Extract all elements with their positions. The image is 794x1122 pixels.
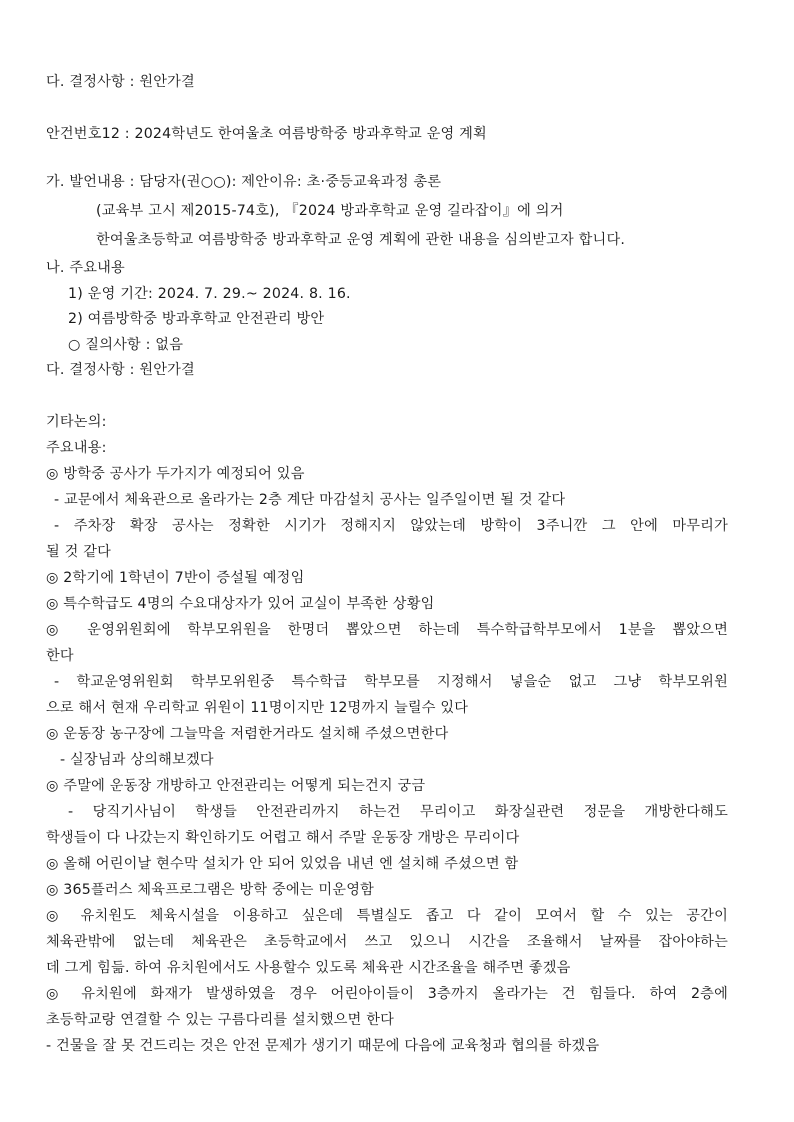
main-content-heading: 나. 주요내용: [46, 260, 125, 276]
discussion-line-9: - 학교운영위원회 학부모위원중 특수학급 학부모를 지정해서 넣을순 없고 그냥 학부모위원: [54, 674, 728, 690]
discussion-line-5: ◎ 2학기에 1학년이 7반이 증설될 예정임: [46, 570, 305, 586]
question-line: ○ 질의사항 : 없음: [68, 337, 184, 353]
discussion-line-15: 학생들이 다 나갔는지 확인하기도 어렵고 해서 주말 운동장 개방은 무리이다: [46, 830, 520, 846]
discussion-line-7: ◎ 운영위원회에 학부모위원을 한명더 뽑았으면 하는데 특수학급학부모에서 1분을 뽑았으면: [46, 622, 728, 638]
discussion-line-10: 으로 해서 현재 우리학교 위원이 11명이지만 12명까지 늘릴수 있다: [46, 700, 469, 716]
agenda-title: 안건번호12 : 2024학년도 한여울초 여름방학중 방과후학교 운영 계획: [46, 126, 487, 142]
decision-line-1: 다. 결정사항 : 원안가결: [46, 74, 195, 90]
discussion-line-3: - 주차장 확장 공사는 정확한 시기가 정해지지 않았는데 방학이 3주니깐 그 안에 마무리가: [54, 518, 728, 534]
discussion-line-2: - 교문에서 체육관으로 올라가는 2층 계단 마감설치 공사는 일주일이면 될 것 같다: [54, 492, 566, 508]
discussion-line-17: ◎ 365플러스 체육프로그램은 방학 중에는 미운영함: [46, 882, 375, 898]
discussion-line-19: 체육관밖에 없는데 체육관은 초등학교에서 쓰고 있으니 시간을 조율해서 날짜를 잡아야하는: [46, 934, 728, 950]
decision-line-2: 다. 결정사항 : 원안가결: [46, 362, 195, 378]
statement-line-1: 가. 발언내용 : 담당자(권○○): 제안이유: 초·중등교육과정 총론: [46, 174, 442, 190]
discussion-line-11: ◎ 운동장 농구장에 그늘막을 저렴한거라도 설치해 주셨으면한다: [46, 726, 449, 742]
discussion-line-8: 한다: [46, 648, 74, 664]
discussion-line-16: ◎ 올해 어린이날 현수막 설치가 안 되어 있었음 내년 엔 설치해 주셨으면 함: [46, 856, 519, 872]
discussion-line-6: ◎ 특수학급도 4명의 수요대상자가 있어 교실이 부족한 상황임: [46, 596, 435, 612]
content-item-2: 2) 여름방학중 방과후학교 안전관리 방안: [68, 311, 325, 327]
statement-line-2: (교육부 고시 제2015-74호), 『2024 방과후학교 운영 길라잡이』에 의거: [96, 203, 564, 219]
discussion-line-21: ◎ 유치원에 화재가 발생하였을 경우 어린아이들이 3층까지 올라가는 건 힘들다. 하여 2층에: [46, 986, 728, 1002]
discussion-line-1: ◎ 방학중 공사가 두가지가 예정되어 있음: [46, 466, 305, 482]
discussion-line-20: 데 그게 힘듦. 하여 유치원에서도 사용할수 있도록 체육관 시간조율을 해주면 좋겠음: [46, 960, 571, 976]
discussion-line-22: 초등학교랑 연결할 수 있는 구름다리를 설치했으면 한다: [46, 1012, 395, 1028]
discussion-line-18: ◎ 유치원도 체육시설을 이용하고 싶은데 특별실도 좁고 다 같이 모여서 할 수 있는 공간이: [46, 908, 728, 924]
statement-line-3: 한여울초등학교 여름방학중 방과후학교 운영 계획에 관한 내용을 심의받고자 합니다.: [96, 232, 626, 248]
other-discussion-heading: 기타논의:: [46, 414, 107, 430]
discussion-line-4: 될 것 같다: [46, 544, 112, 560]
discussion-line-23: - 건물을 잘 못 건드리는 것은 안전 문제가 생기기 때문에 다음에 교육청과 협의를 하겠음: [46, 1038, 600, 1054]
content-item-1: 1) 운영 기간: 2024. 7. 29.~ 2024. 8. 16.: [68, 286, 351, 302]
main-content-label: 주요내용:: [46, 440, 107, 456]
discussion-line-13: ◎ 주말에 운동장 개방하고 안전관리는 어떻게 되는건지 궁금: [46, 778, 426, 794]
discussion-line-14: - 당직기사님이 학생들 안전관리까지 하는건 무리이고 화장실관련 정문을 개방한다해도: [68, 804, 728, 820]
discussion-line-12: - 실장님과 상의해보겠다: [60, 752, 214, 768]
